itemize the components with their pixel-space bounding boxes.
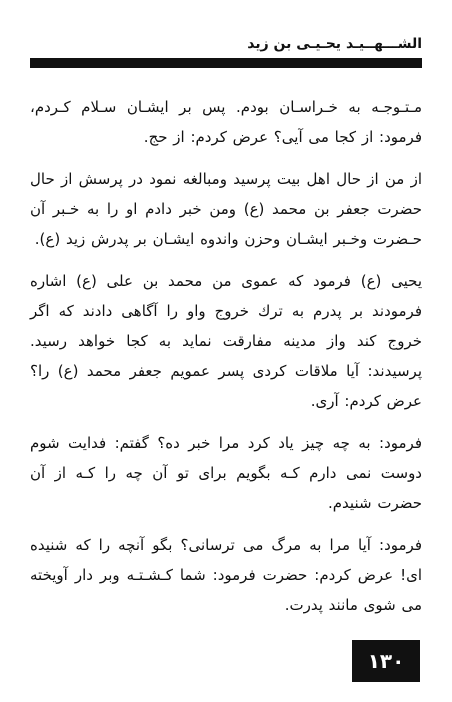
- paragraph: يحيى (ع) فرمود كه عموى من محمد بن على (ع) اشاره فرمودند بر پدرم به ترك خروج واو را آگاهى دادند كه اگر خروج كند واز مدينه مفارقت نمايد به كجا خواهد رسيد. پرسيدند: آيا ملاقات كردى پسر عمويم جعفر محمد (ع) را؟ عرض كردم: آرى.: [30, 272, 422, 410]
- paragraph: از من از حال اهل بيت پرسيد ومبالغه نمود در پرسش از حال حضرت جعفر بن محمد (ع) ومن خبر دادم او را به خـبر آن حـضرت وخـبر ايشـان وحزن واندوه ايشـان بر پدرش زيد (ع).: [30, 170, 422, 248]
- paragraph: مـتـوجـه به خـراسـان بودم. پس بر ايشـان سـلام كـردم، فرمود: از كجا مى آيى؟ عرض كردم: از حج.: [30, 98, 422, 146]
- running-title: الشـــهــيـد يحـيـى بن زيد: [247, 36, 422, 52]
- paragraph: فرمود: آيا مرا به مرگ مى ترسانى؟ بگو آنچه را كه شنيده اى! عرض كردم: حضرت فرمود: شما كـشـتـه وبر دار آويخته مى شوى مانند پدرت.: [30, 536, 422, 614]
- page-number: ١٣٠: [352, 640, 420, 682]
- paragraph: فرمود: به چه چيز ياد كرد مرا خبر ده؟ گفتم: فدايت شوم دوست نمى دارم كـه بگويم براى تو آن چه را كـه از آن حضرت شنيدم.: [30, 434, 422, 512]
- page-body: [30, 92, 422, 632]
- header-rule: [30, 58, 422, 68]
